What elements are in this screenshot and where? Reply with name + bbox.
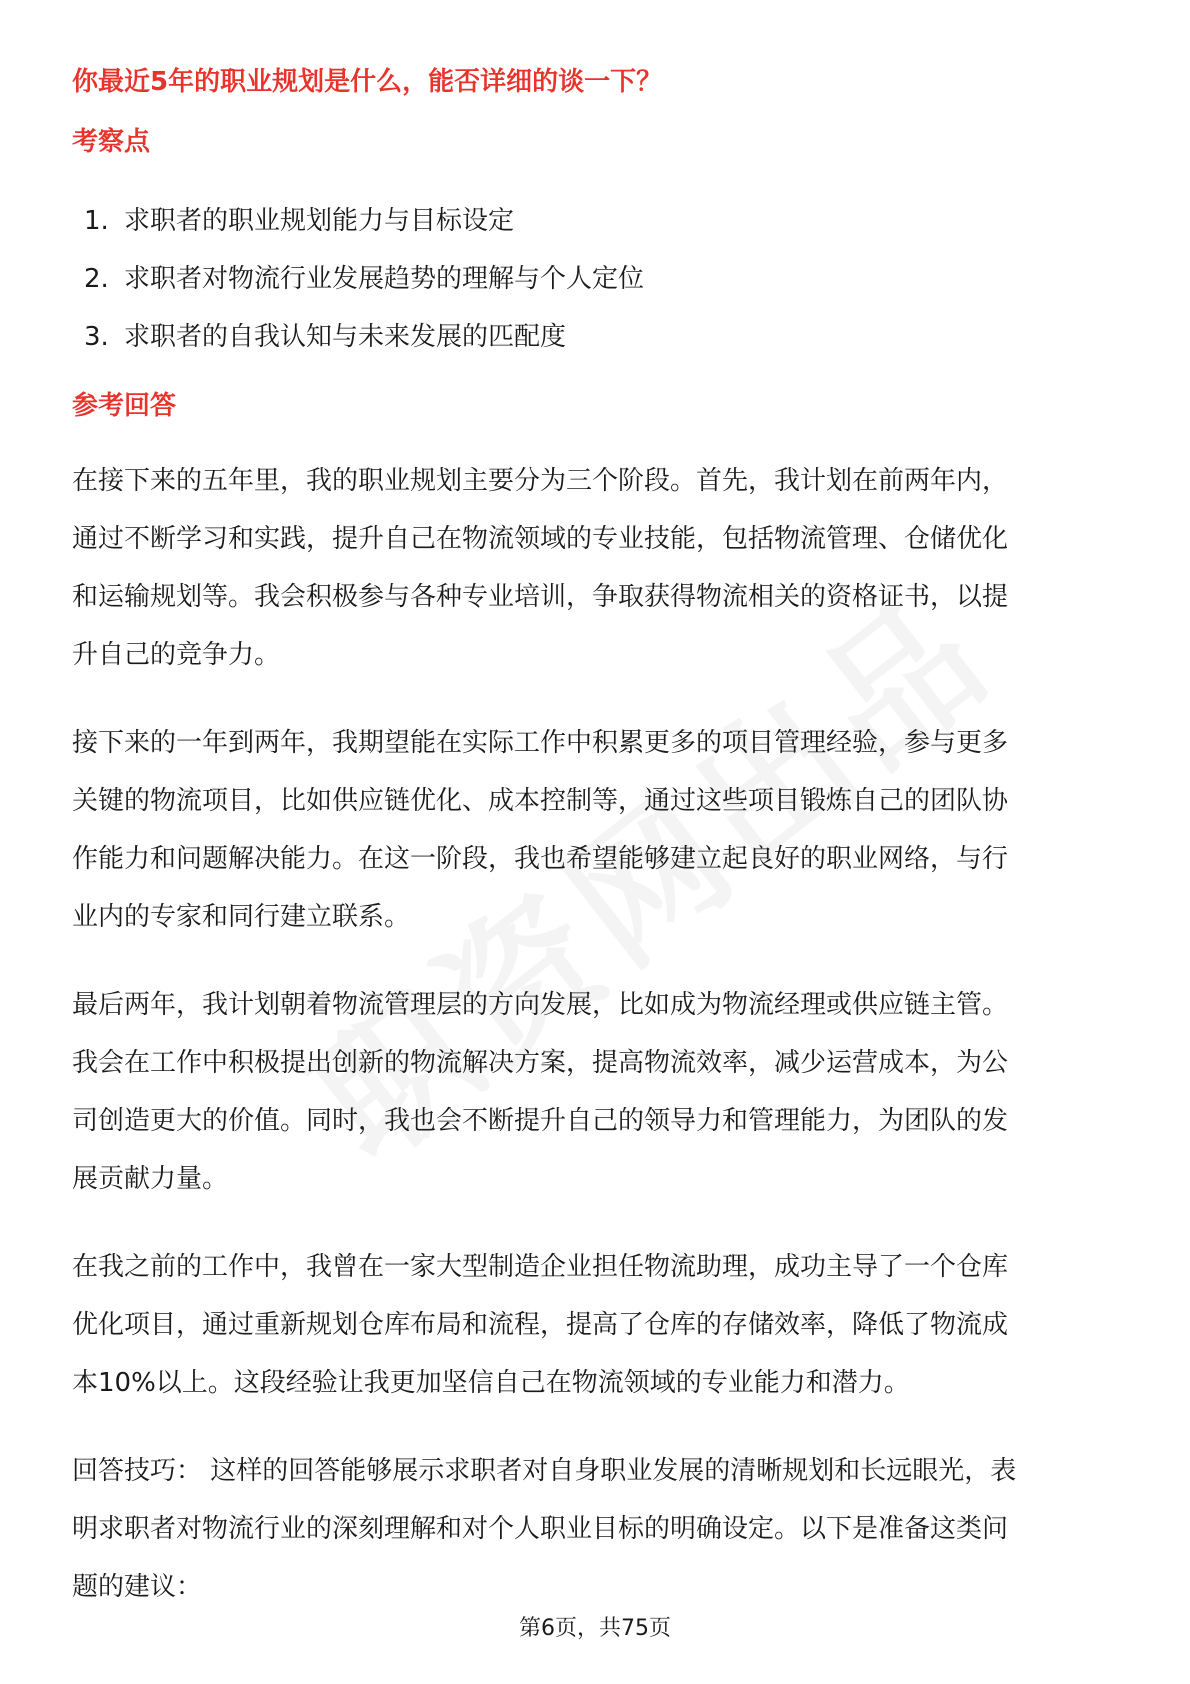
text-line: 我会在工作中积极提出创新的物流解决方案，提高物流效率，减少运营成本，为公	[72, 1048, 1009, 1078]
section-title-answer: 参考回答	[72, 391, 177, 421]
list-item	[84, 250, 1084, 308]
text-line: 在我之前的工作中，我曾在一家大型制造企业担任物流助理，成功主导了一个仓库	[72, 1252, 1009, 1282]
list-text: 求职者的职业规划能力与目标设定	[124, 206, 515, 236]
list-number: 1.	[84, 206, 109, 236]
answer-tips-paragraph	[72, 1442, 1122, 1616]
text-line: 在接下来的五年里，我的职业规划主要分为三个阶段。首先，我计划在前两年内，	[72, 466, 1009, 496]
text-line: 业内的专家和同行建立联系。	[72, 902, 411, 932]
text-line: 通过不断学习和实践，提升自己在物流领域的专业技能，包括物流管理、仓储优化	[72, 524, 1009, 554]
text-line: 回答技巧： 这样的回答能够展示求职者对自身职业发展的清晰规划和长远眼光，表	[72, 1456, 1017, 1486]
list-number: 2.	[84, 264, 109, 294]
list-number: 3.	[84, 322, 109, 352]
text-line: 关键的物流项目，比如供应链优化、成本控制等，通过这些项目锻炼自己的团队协	[72, 786, 1009, 816]
text-line: 展贡献力量。	[72, 1164, 229, 1194]
text-line: 接下来的一年到两年，我期望能在实际工作中积累更多的项目管理经验，参与更多	[72, 728, 1009, 758]
points-list	[84, 192, 1084, 366]
question-heading: 你最近5年的职业规划是什么，能否详细的谈一下？	[72, 67, 663, 97]
text-line: 题的建议：	[72, 1572, 203, 1602]
section-title-points: 考察点	[72, 127, 151, 157]
list-text: 求职者的自我认知与未来发展的匹配度	[124, 322, 567, 352]
text-line: 作能力和问题解决能力。在这一阶段，我也希望能够建立起良好的职业网络，与行	[72, 844, 1009, 874]
text-line: 最后两年，我计划朝着物流管理层的方向发展，比如成为物流经理或供应链主管。	[72, 990, 1009, 1020]
text-line: 司创造更大的价值。同时，我也会不断提升自己的领导力和管理能力，为团队的发	[72, 1106, 1009, 1136]
list-item	[84, 308, 1084, 366]
answer-paragraph-3	[72, 976, 1122, 1208]
list-text: 求职者对物流行业发展趋势的理解与个人定位	[124, 264, 645, 294]
answer-paragraph-1	[72, 452, 1122, 684]
text-line: 优化项目，通过重新规划仓库布局和流程，提高了仓库的存储效率，降低了物流成	[72, 1310, 1009, 1340]
text-line: 明求职者对物流行业的深刻理解和对个人职业目标的明确设定。以下是准备这类问	[72, 1514, 1009, 1544]
page-footer: 第6页，共75页	[519, 1616, 671, 1641]
text-line: 升自己的竞争力。	[72, 640, 281, 670]
text-line: 和运输规划等。我会积极参与各种专业培训，争取获得物流相关的资格证书，以提	[72, 582, 1009, 612]
list-item	[84, 192, 1084, 250]
text-line: 本10%以上。这段经验让我更加坚信自己在物流领域的专业能力和潜力。	[72, 1368, 910, 1398]
answer-paragraph-2	[72, 714, 1122, 946]
answer-paragraph-4	[72, 1238, 1122, 1412]
